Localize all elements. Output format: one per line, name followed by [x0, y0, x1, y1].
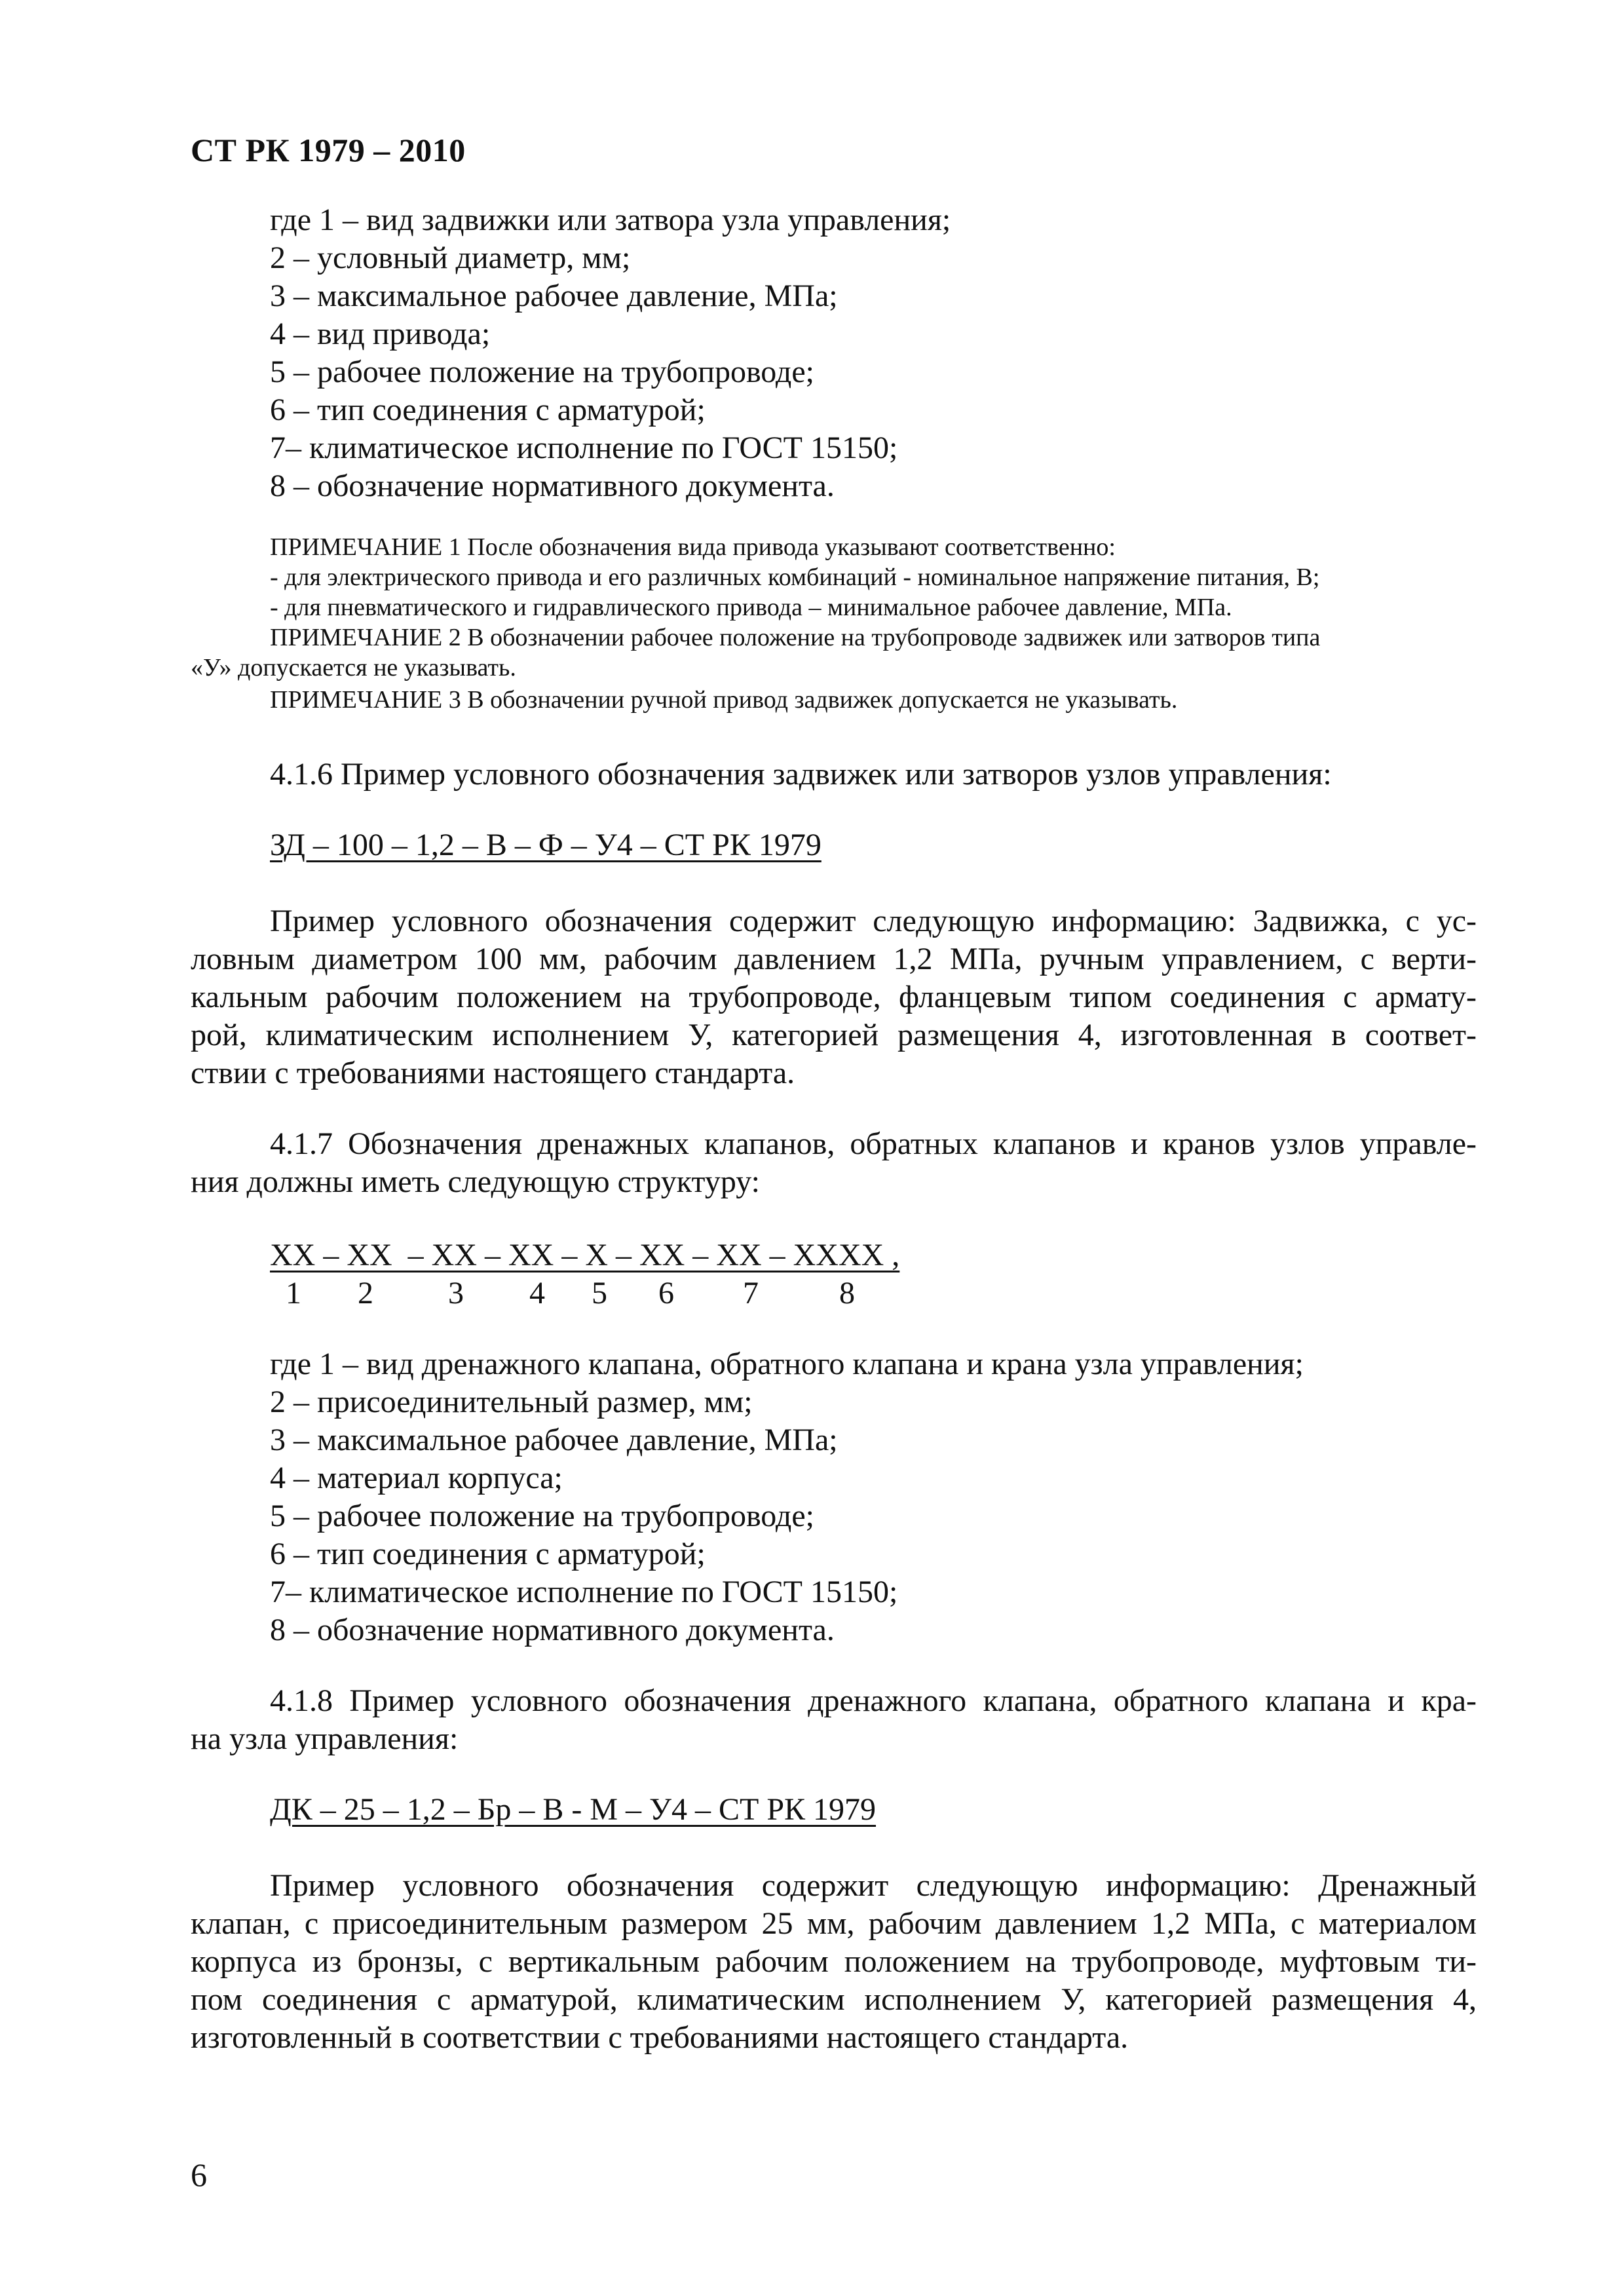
section-heading-417: 4.1.7 Обозначения дренажных клапанов, обратных клапанов и кранов узлов управле- — [270, 1126, 1477, 1161]
list-item: 7– климатическое исполнение по ГОСТ 15150; — [270, 1575, 898, 1609]
structure-position-number: 4 — [529, 1276, 545, 1311]
list-item: 3 – максимальное рабочее давление, МПа; — [270, 1423, 838, 1457]
list-item: 5 – рабочее положение на трубопроводе; — [270, 1499, 814, 1533]
paragraph-line: изготовленный в соответствии с требованиями настоящего стандарта. — [191, 2020, 1129, 2055]
section-heading-416: 4.1.6 Пример условного обозначения задвижек или затворов узлов управления: — [270, 757, 1332, 792]
section-heading-418-cont: на узла управления: — [191, 1721, 459, 1756]
list-item: 7– климатическое исполнение по ГОСТ 15150; — [270, 430, 898, 465]
note-3: ПРИМЕЧАНИЕ 3 В обозначении ручной привод задвижек допускается не указывать. — [270, 686, 1178, 714]
list-item: 8 – обозначение нормативного документа. — [270, 469, 835, 503]
list-item: 2 – условный диаметр, мм; — [270, 240, 631, 275]
list-item: 6 – тип соединения с арматурой; — [270, 392, 706, 427]
paragraph-line: корпуса из бронзы, с вертикальным рабочим положением на трубопроводе, муфтовым ти- — [191, 1944, 1477, 1979]
note-1-item: - для электрического привода и его различных комбинаций - номинальное напряжение питания, В; — [270, 564, 1320, 591]
list-item: 6 – тип соединения с арматурой; — [270, 1537, 706, 1571]
paragraph-line: рой, климатическим исполнением У, категорией размещения 4, изготовленная в соответ- — [191, 1018, 1477, 1052]
structure-position-number: 7 — [743, 1276, 759, 1311]
section-heading-417-cont: ния должны иметь следующую структуру: — [191, 1164, 760, 1199]
page-number: 6 — [191, 2156, 207, 2193]
designation-structure: ХХ – ХХ – ХХ – ХХ – Х – ХХ – ХХ – ХХХХ , — [270, 1238, 900, 1272]
list-item: где 1 – вид задвижки или затвора узла управления; — [270, 202, 951, 237]
paragraph-line: кальным рабочим положением на трубопроводе, фланцевым типом соединения с армату- — [191, 980, 1477, 1014]
paragraph-line: ловным диаметром 100 мм, рабочим давлением 1,2 МПа, ручным управлением, с верти- — [191, 942, 1477, 976]
structure-position-number: 3 — [448, 1276, 464, 1311]
structure-position-number: 2 — [358, 1276, 373, 1311]
paragraph-line: пом соединения с арматурой, климатическим исполнением У, категорией размещения 4, — [191, 1982, 1477, 2017]
structure-position-number: 1 — [286, 1276, 301, 1311]
paragraph-line: клапан, с присоединительным размером 25 мм, рабочим давлением 1,2 МПа, с материалом — [191, 1906, 1477, 1941]
note-2: ПРИМЕЧАНИЕ 2 В обозначении рабочее положение на трубопроводе задвижек или затворов типа — [270, 624, 1321, 651]
note-1-item: - для пневматического и гидравлического привода – минимальное рабочее давление, МПа. — [270, 594, 1232, 621]
list-item: 4 – вид привода; — [270, 316, 491, 351]
document-header: СТ РК 1979 – 2010 — [191, 132, 466, 168]
structure-position-number: 8 — [839, 1276, 855, 1311]
note-1: ПРИМЕЧАНИЕ 1 После обозначения вида привода указывают соответственно: — [270, 533, 1116, 561]
list-item: 8 – обозначение нормативного документа. — [270, 1613, 835, 1647]
structure-position-number: 6 — [658, 1276, 674, 1311]
paragraph-line: Пример условного обозначения содержит следующую информацию: Дренажный — [270, 1868, 1477, 1903]
note-2-cont: «У» допускается не указывать. — [191, 654, 516, 681]
list-item: 2 – присоединительный размер, мм; — [270, 1385, 753, 1419]
structure-position-number: 5 — [592, 1276, 607, 1311]
designation-example-416: ЗД – 100 – 1,2 – В – Ф – У4 – СТ РК 1979 — [270, 828, 821, 862]
paragraph-line: Пример условного обозначения содержит следующую информацию: Задвижка, с ус- — [270, 904, 1477, 938]
paragraph-line: ствии с требованиями настоящего стандарта. — [191, 1056, 795, 1090]
list-item: где 1 – вид дренажного клапана, обратного клапана и крана узла управления; — [270, 1347, 1304, 1381]
list-item: 4 – материал корпуса; — [270, 1461, 563, 1495]
designation-example-418: ДК – 25 – 1,2 – Бр – В - М – У4 – СТ РК 1979 — [270, 1792, 877, 1827]
list-item: 5 – рабочее положение на трубопроводе; — [270, 354, 814, 389]
section-heading-418: 4.1.8 Пример условного обозначения дренажного клапана, обратного клапана и кра- — [270, 1683, 1477, 1718]
list-item: 3 – максимальное рабочее давление, МПа; — [270, 278, 838, 313]
